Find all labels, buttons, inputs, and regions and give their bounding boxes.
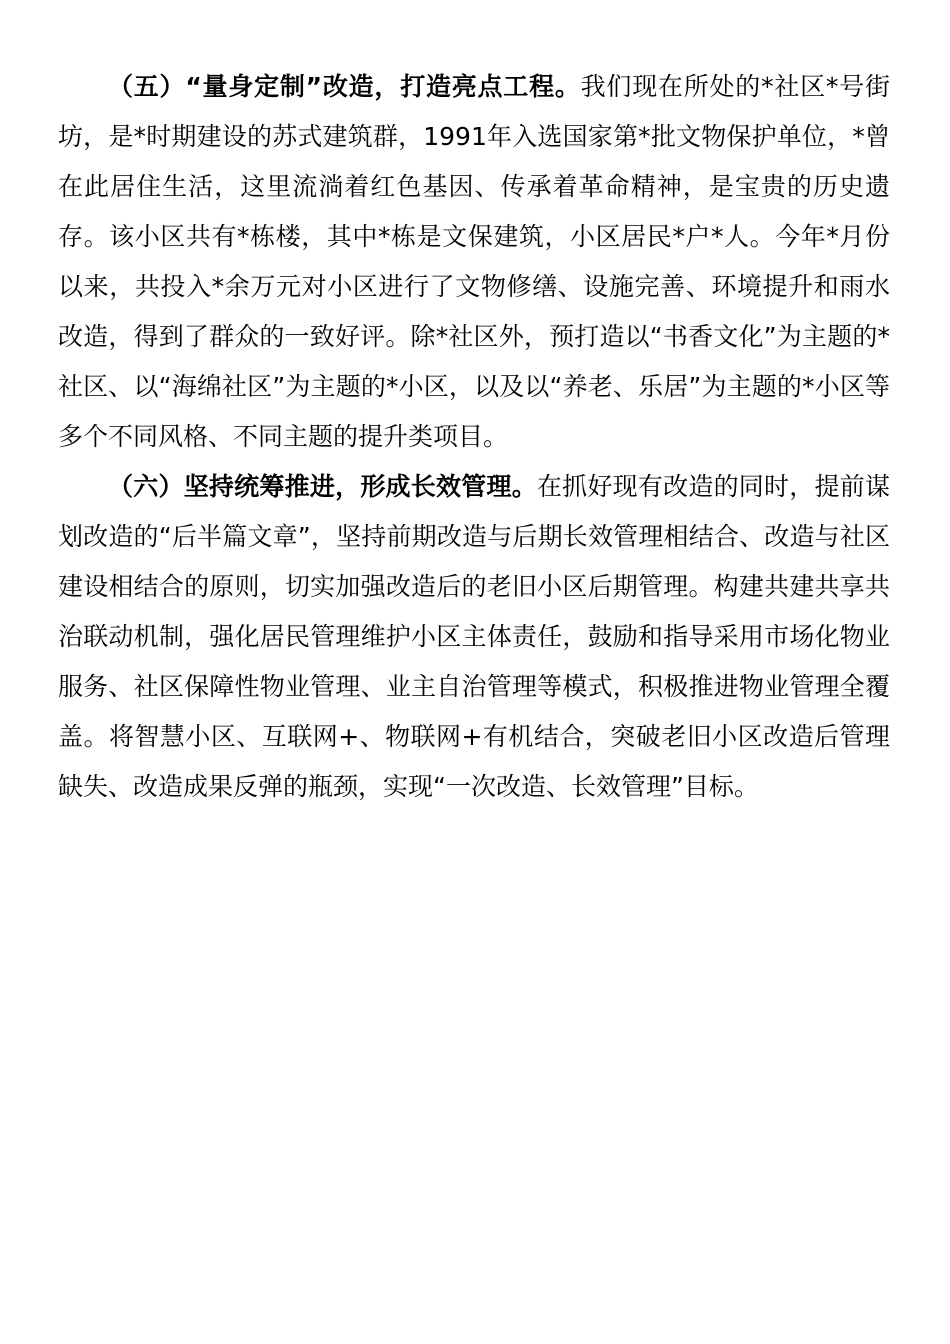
section-5-body: 我们现在所处的*社区*号街坊，是*时期建设的苏式建筑群，1991年入选国家第*批文物保护单位，*曾在此居住生活，这里流淌着红色基因、传承着革命精神，是宝贵的历史遗存。该小区共有*栋楼，其中*栋是文保建筑，小区居民*户*人。今年*月份以来，共投入*余万元对小区进行了文物修缮、设施完善、环境提升和雨水改造，得到了群众的一致好评。除*社区外，预打造以“书香文化”为主题的*社区、以“海绵社区”为主题的*小区，以及以“养老、乐居”为主题的*小区等多个不同风格、不同主题的提升类项目。 (58, 72, 890, 451)
document-body (58, 62, 890, 812)
paragraph-section-6 (58, 462, 890, 812)
section-5-heading: （五）“量身定制”改造，打造亮点工程。 (108, 72, 581, 101)
section-6-body: 在抓好现有改造的同时，提前谋划改造的“后半篇文章”，坚持前期改造与后期长效管理相结合、改造与社区建设相结合的原则，切实加强改造后的老旧小区后期管理。构建共建共享共治联动机制，强化居民管理维护小区主体责任，鼓励和指导采用市场化物业服务、社区保障性物业管理、业主自治管理等模式，积极推进物业管理全覆盖。将智慧小区、互联网+、物联网+有机结合，突破老旧小区改造后管理缺失、改造成果反弹的瓶颈，实现“一次改造、长效管理”目标。 (58, 472, 890, 801)
section-6-heading: （六）坚持统筹推进，形成长效管理。 (108, 472, 537, 501)
paragraph-section-5 (58, 62, 890, 462)
